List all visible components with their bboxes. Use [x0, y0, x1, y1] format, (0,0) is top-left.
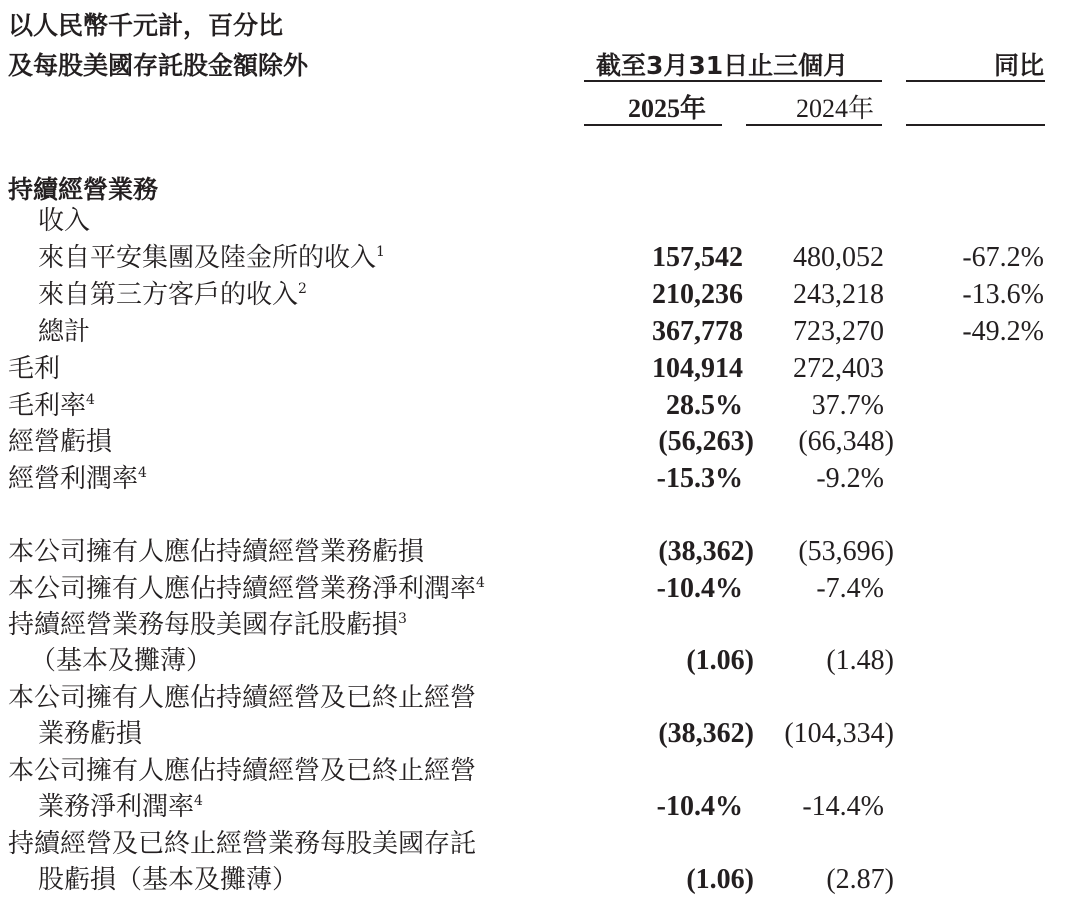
value-2025: -10.4% — [656, 573, 743, 604]
yoy-year-rule — [906, 124, 1045, 126]
value-yoy: -13.6% — [962, 279, 1044, 310]
value-2024: (53,696) — [798, 536, 894, 567]
value-2025: (38,362) — [658, 718, 754, 749]
value-2025: 104,914 — [652, 353, 743, 384]
value-2025: (1.06) — [686, 864, 754, 895]
value-2024: 723,270 — [793, 316, 884, 347]
units-note-line1: 以人民幣千元計，百分比 — [8, 11, 284, 40]
row-label: 本公司擁有人應佔持續經營及已終止經營 — [8, 683, 477, 713]
value-2024: 480,052 — [793, 242, 884, 273]
value-2025: (1.06) — [686, 645, 754, 676]
value-2025: 157,542 — [652, 242, 743, 273]
value-2025: -10.4% — [656, 791, 743, 822]
units-note-line2: 及每股美國存託股金額除外 — [8, 51, 309, 80]
yoy-header-rule — [906, 80, 1045, 82]
section-title: 持續經營業務 — [8, 175, 159, 204]
row-label: 本公司擁有人應佔持續經營業務淨利潤率$^4$ — [8, 574, 485, 604]
year-prior-rule — [746, 124, 882, 126]
value-2024: 243,218 — [793, 279, 884, 310]
year-prior-header: 2024年 — [796, 94, 875, 123]
value-2024: 272,403 — [793, 353, 884, 384]
row-label: 經營虧損 — [8, 427, 113, 457]
value-2025: (38,362) — [658, 536, 754, 567]
row-label: 持續經營及已終止經營業務每股美國存託 — [8, 829, 477, 859]
value-2024: -7.4% — [816, 573, 884, 604]
value-2024: (104,334) — [784, 718, 894, 749]
row-label: 收入 — [38, 206, 91, 236]
value-2025: 28.5% — [666, 390, 743, 421]
row-label: 經營利潤率$^4$ — [8, 464, 147, 494]
row-label: 持續經營業務每股美國存託股虧損$^3$ — [8, 610, 407, 640]
value-2025: 367,778 — [652, 316, 743, 347]
value-yoy: -49.2% — [962, 316, 1044, 347]
value-2024: (2.87) — [826, 864, 894, 895]
row-label: 業務虧損 — [38, 719, 143, 749]
year-current-rule — [584, 124, 722, 126]
row-label: 本公司擁有人應佔持續經營業務虧損 — [8, 537, 425, 567]
row-label: 本公司擁有人應佔持續經營及已終止經營 — [8, 756, 477, 786]
year-current-header: 2025年 — [628, 94, 707, 123]
row-label: 來自第三方客戶的收入$^2$ — [38, 280, 307, 310]
value-2024: (1.48) — [826, 645, 894, 676]
value-2025: 210,236 — [652, 279, 743, 310]
yoy-header: 同比 — [993, 51, 1044, 80]
row-label: 股虧損（基本及攤薄） — [38, 865, 299, 895]
value-2024: -14.4% — [802, 791, 884, 822]
row-label: 業務淨利潤率$^4$ — [38, 792, 203, 822]
value-2024: -9.2% — [816, 463, 884, 494]
period-header: 截至3月31日止三個月 — [596, 51, 849, 80]
row-label: （基本及攤薄） — [30, 646, 213, 676]
row-label: 毛利率$^4$ — [8, 391, 95, 421]
value-2024: 37.7% — [811, 390, 884, 421]
row-label: 總計 — [38, 317, 91, 347]
value-2024: (66,348) — [798, 426, 894, 457]
value-2025: (56,263) — [658, 426, 754, 457]
period-header-rule — [584, 80, 882, 82]
value-yoy: -67.2% — [962, 242, 1044, 273]
row-label: 來自平安集團及陸金所的收入$^1$ — [38, 243, 385, 273]
value-2025: -15.3% — [656, 463, 743, 494]
row-label: 毛利 — [8, 354, 61, 384]
